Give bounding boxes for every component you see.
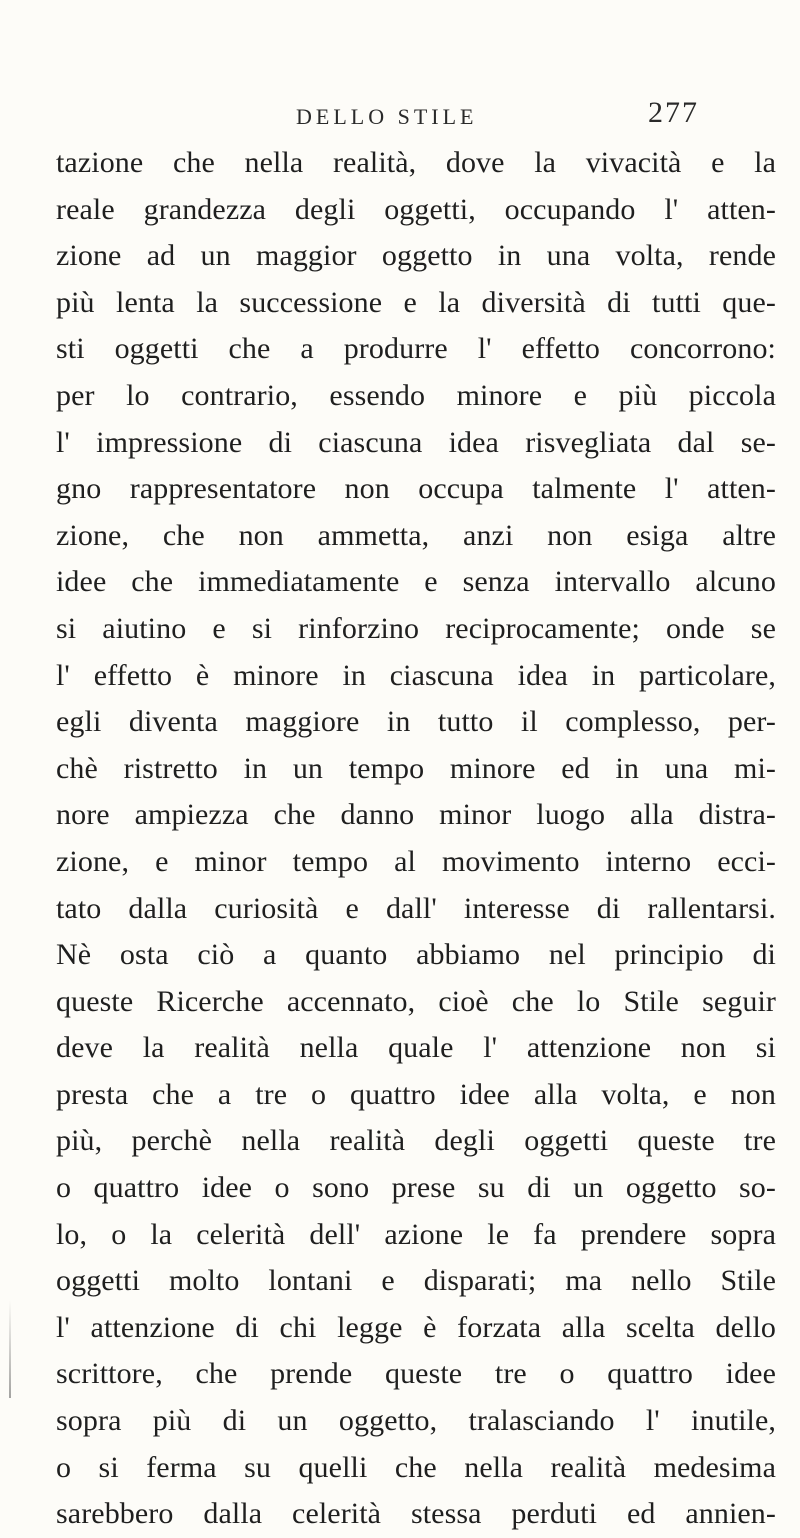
- text-line: tazione che nella realità, dove la vivacità e la: [56, 146, 776, 179]
- text-line: nore ampiezza che danno minor luogo alla distra-: [56, 798, 776, 832]
- text-line: l' attenzione di chi legge è forzata alla scelta dello: [56, 1310, 776, 1344]
- text-line: più lenta la successione e la diversità di tutti que-: [56, 285, 776, 319]
- text-line: l' effetto è minore in ciascuna idea in particolare,: [56, 658, 776, 692]
- running-head: DELLO STILE: [296, 104, 478, 129]
- text-line: reale grandezza degli oggetti, occupando l' atten-: [56, 192, 776, 226]
- text-line: tato dalla curiosità e dall' interesse di rallentarsi.: [56, 891, 776, 925]
- text-line: l' impressione di ciascuna idea risvegliata dal se-: [56, 425, 776, 459]
- text-line: zione ad un maggior oggetto in una volta, rende: [56, 239, 776, 273]
- text-line: per lo contrario, essendo minore e più piccola: [56, 378, 776, 412]
- text-line: oggetti molto lontani e disparati; ma nello Stile: [56, 1264, 776, 1298]
- text-line: o quattro idee o sono prese su di un oggetto so-: [56, 1171, 776, 1205]
- text-line: sopra più di un oggetto, tralasciando l' inutile,: [56, 1404, 776, 1438]
- text-line: zione, che non ammetta, anzi non esiga altre: [56, 518, 776, 552]
- text-line: zione, e minor tempo al movimento interno ecci-: [56, 844, 776, 878]
- text-line: deve la realità nella quale l' attenzione non si: [56, 1031, 776, 1065]
- text-line: Nè osta ciò a quanto abbiamo nel principio di: [56, 938, 776, 972]
- text-line: chè ristretto in un tempo minore ed in una mi-: [56, 751, 776, 785]
- text-line: presta che a tre o quattro idee alla volta, e non: [56, 1077, 776, 1111]
- text-line: gno rappresentatore non occupa talmente l' atten-: [56, 472, 776, 506]
- text-line: scrittore, che prende queste tre o quattro idee: [56, 1357, 776, 1391]
- text-line: idee che immediatamente e senza intervallo alcuno: [56, 565, 776, 599]
- text-line: queste Ricerche accennato, cioè che lo Stile seguir: [56, 984, 776, 1018]
- text-line: si aiutino e si rinforzino reciprocamente; onde se: [56, 611, 776, 645]
- text-line: lo, o la celerità dell' azione le fa prendere sopra: [56, 1217, 776, 1251]
- page-edge-shadow: [9, 1300, 11, 1398]
- page-number: 277: [648, 96, 699, 129]
- text-line: o si ferma su quelli che nella realità medesima: [56, 1450, 776, 1484]
- body-text: [56, 140, 776, 1538]
- text-line: egli diventa maggiore in tutto il complesso, per-: [56, 705, 776, 739]
- text-line: sarebbero dalla celerità stessa perduti ed annien-: [56, 1497, 776, 1531]
- text-line: sti oggetti che a produrre l' effetto concorrono:: [56, 332, 776, 366]
- text-line: più, perchè nella realità degli oggetti queste tre: [56, 1124, 776, 1158]
